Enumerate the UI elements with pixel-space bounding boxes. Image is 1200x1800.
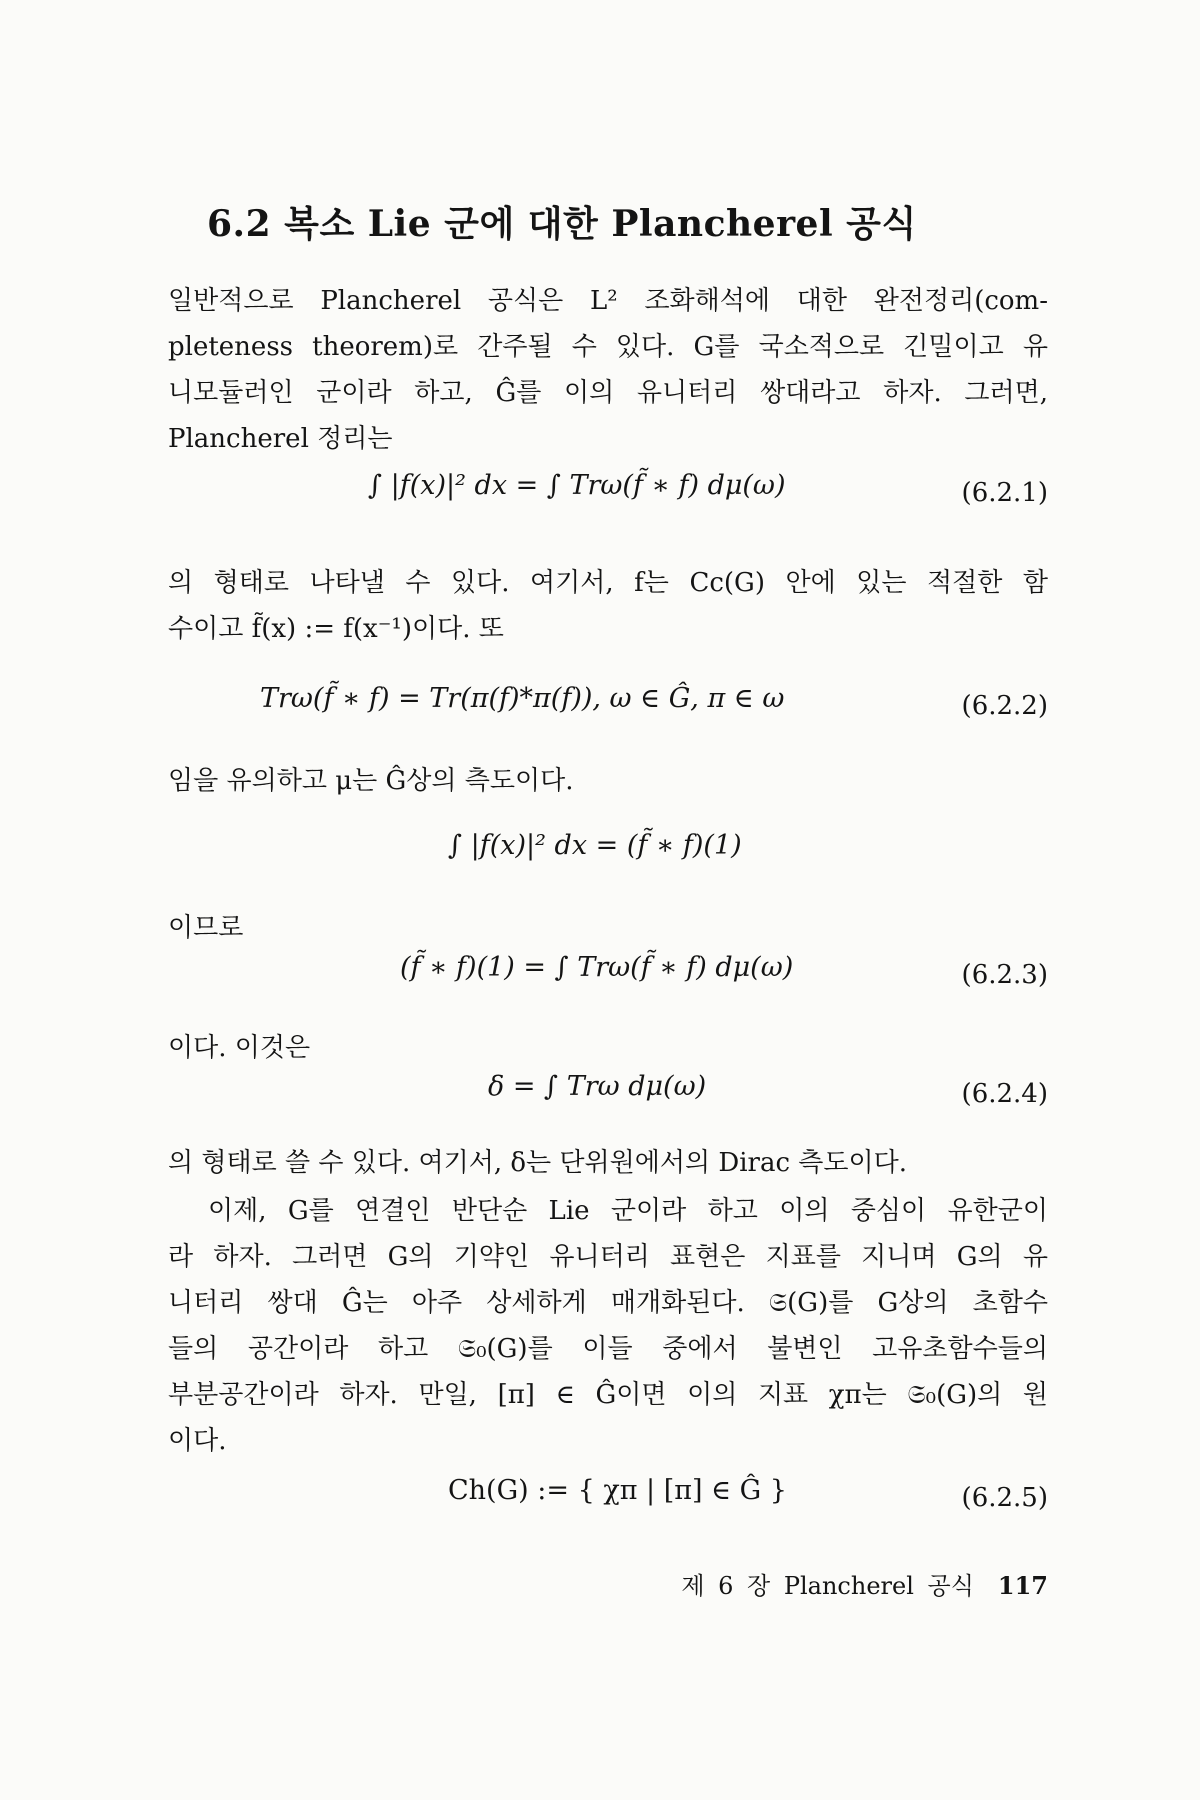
text-line: 이므로 <box>168 913 244 943</box>
equation-number: (6.2.5) <box>961 1483 1048 1513</box>
text-line: 이다. <box>168 1426 227 1456</box>
text-line: 들의 공간이라 하고 𝔖₀(G)를 이들 중에서 불변인 고유초함수들의 <box>168 1334 1048 1364</box>
text-line: 부분공간이라 하자. 만일, [π] ∈ Ĝ이면 이의 지표 χπ는 𝔖₀(G)의 원 <box>168 1380 1048 1410</box>
text-line: 니터리 쌍대 Ĝ는 아주 상세하게 매개화된다. 𝔖(G)를 G상의 초함수 <box>168 1288 1048 1318</box>
paragraph-definition <box>168 560 1048 652</box>
text-line: 의 형태로 쓸 수 있다. 여기서, δ는 단위원에서의 Dirac 측도이다. <box>168 1148 908 1178</box>
equation-number: (6.2.3) <box>961 960 1048 990</box>
page-number: 117 <box>997 1571 1048 1600</box>
text-line: 이다. 이것은 <box>168 1033 311 1063</box>
equation-6-2-1 <box>168 470 1048 530</box>
paragraph-intro <box>168 278 1048 462</box>
equation-6-2-2 <box>168 683 1048 743</box>
equation-number: (6.2.1) <box>961 478 1048 508</box>
equation-number: (6.2.4) <box>961 1079 1048 1109</box>
text-line: 일반적으로 Plancherel 공식은 L² 조화해석에 대한 완전정리(com- <box>168 286 1048 316</box>
equation-unnumbered <box>168 830 1048 890</box>
text-line: 임을 유의하고 μ는 Ĝ상의 측도이다. <box>168 766 574 796</box>
chapter-running-title: 제 6 장 Plancherel 공식 <box>681 1572 974 1600</box>
section-heading: 6.2 복소 Lie 군에 대한 Plancherel 공식 <box>207 203 917 245</box>
equation-body: (f̃ ∗ f)(1) = ∫ Trω(f̃ ∗ f) dμ(ω) <box>400 952 794 983</box>
equation-body: ∫ |f(x)|² dx = ∫ Trω(f̃ ∗ f) dμ(ω) <box>368 470 786 501</box>
equation-6-2-4 <box>168 1071 1048 1131</box>
paragraph-dirac <box>168 1140 1048 1186</box>
paragraph-measure <box>168 758 1048 804</box>
text-line: Plancherel 정리는 <box>168 424 393 454</box>
equation-body: Trω(f̃ ∗ f) = Tr(π(f)*π(f)), ω ∈ Ĝ, π ∈ ω <box>260 683 785 714</box>
page-footer <box>681 1566 1048 1601</box>
equation-body: δ = ∫ Trω dμ(ω) <box>488 1071 707 1102</box>
paragraph-therefore <box>168 905 1048 951</box>
equation-body: Ch(G) := { χπ | [π] ∈ Ĝ } <box>448 1475 787 1506</box>
equation-6-2-3 <box>168 952 1048 1012</box>
text-line: 니모듈러인 군이라 하고, Ĝ를 이의 유니터리 쌍대라고 하자. 그러면, <box>168 378 1048 408</box>
equation-6-2-5 <box>168 1475 1048 1535</box>
paragraph-semisimple <box>168 1188 1048 1464</box>
text-line: 의 형태로 나타낼 수 있다. 여기서, f는 Cc(G) 안에 있는 적절한 함 <box>168 568 1048 598</box>
text-line: 라 하자. 그러면 G의 기약인 유니터리 표현은 지표를 지니며 G의 유 <box>168 1242 1048 1272</box>
text-line: pleteness theorem)로 간주될 수 있다. G를 국소적으로 긴밀이고 유 <box>168 332 1048 362</box>
equation-body: ∫ |f(x)|² dx = (f̃ ∗ f)(1) <box>448 830 742 861</box>
equation-number: (6.2.2) <box>961 691 1048 721</box>
text-line: 이제, G를 연결인 반단순 Lie 군이라 하고 이의 중심이 유한군이 <box>208 1196 1048 1226</box>
paragraph-this <box>168 1025 1048 1071</box>
text-line: 수이고 f̃(x) := f(x⁻¹)이다. 또 <box>168 614 504 644</box>
